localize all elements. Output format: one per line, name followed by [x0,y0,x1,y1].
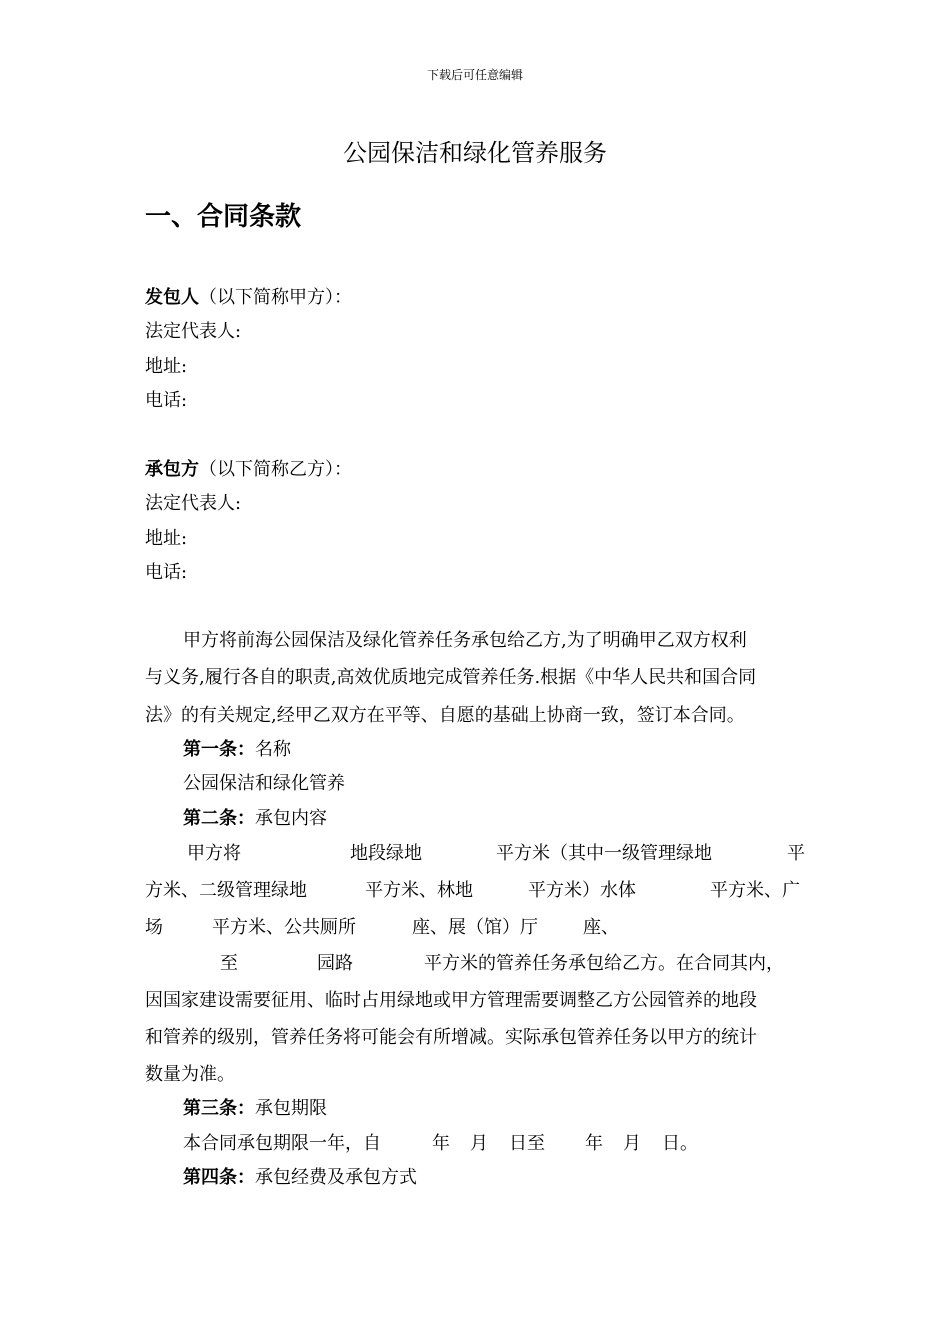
article-2-r1-c: 平方米（其中一级管理绿地 [496,843,712,864]
article-2-r3-a: 场 [145,917,163,938]
article-2-line-6: 和管养的级别，管养任务将可能会有所增减。实际承包管养任务以甲方的统计 [145,1027,757,1048]
party-b-phone: 电话: [145,562,188,583]
article-1-body: 公园保洁和绿化管养 [183,773,345,794]
document-title: 公园保洁和绿化管养服务 [343,139,607,167]
party-a-label [145,286,352,310]
article-1-title: 名称 [255,739,291,760]
party-b-title: 承包方 [145,459,199,480]
intro-line-3: 法》的有关规定,经甲乙双方在平等、自愿的基础上协商一致，签订本合同。 [145,705,745,726]
article-3-label: 第三条 [183,1098,237,1119]
article-1-label: 第一条 [183,739,237,760]
party-a-title: 发包人 [145,287,199,308]
article-3-year-2: 年 [585,1133,603,1154]
article-1-heading [183,738,291,762]
article-3-month-2: 月 [623,1133,641,1154]
party-b-suffix: （以下简称乙方）： [199,459,352,480]
article-2-r3-c: 座、展（馆）厅 [412,917,538,938]
article-4-label: 第四条 [183,1167,237,1188]
article-2-colon: ： [237,808,255,829]
article-2-r4-b: 园路 [317,953,353,974]
article-3-title: 承包期限 [255,1098,327,1119]
article-3-year-1: 年 [432,1133,450,1154]
intro-line-2: 与义务,履行各自的职责,高效优质地完成管养任务.根据《中华人民共和国合同 [145,667,757,688]
intro-line-1: 甲方将前海公园保洁及绿化管养任务承包给乙方,为了明确甲乙双方权利 [183,630,747,651]
party-a-phone: 电话: [145,390,188,411]
article-3-month-1: 月 [470,1133,488,1154]
article-2-r4-c: 平方米的管养任务承包给乙方。在合同其内， [424,953,784,974]
article-2-r2-d: 平方米、广 [710,880,800,901]
party-b-rep: 法定代表人: [145,493,242,514]
header-note: 下载后可任意编辑 [426,68,523,82]
article-3-day-end: 日。 [662,1133,698,1154]
article-2-r3-d: 座、 [583,917,619,938]
section-heading: 一、合同条款 [145,202,302,232]
article-3-colon: ： [237,1098,255,1119]
article-4-colon: ： [237,1167,255,1188]
party-b-address: 地址: [145,528,188,549]
article-2-r2-c: 平方米）水体 [528,880,636,901]
party-b-label [145,458,352,482]
article-1-colon: ： [237,739,255,760]
article-3-heading [183,1097,327,1121]
article-2-r1-a: 甲方将 [187,843,241,864]
article-2-heading [183,807,327,831]
party-a-suffix: （以下简称甲方）： [199,287,352,308]
article-2-label: 第二条 [183,808,237,829]
article-2-r2-a: 方米、二级管理绿地 [145,880,307,901]
article-4-title: 承包经费及承包方式 [255,1167,417,1188]
party-a-address: 地址: [145,356,188,377]
party-a-rep: 法定代表人: [145,321,242,342]
article-2-r4-a: 至 [220,953,238,974]
article-2-title: 承包内容 [255,808,327,829]
article-2-r2-b: 平方米、林地 [365,880,473,901]
article-2-line-7: 数量为准。 [145,1064,235,1085]
article-4-heading [183,1166,417,1190]
article-2-line-5: 因国家建设需要征用、临时占用绿地或甲方管理需要调整乙方公园管养的地段 [145,990,757,1011]
article-3-day-to: 日至 [509,1133,545,1154]
article-2-r3-b: 平方米、公共厕所 [212,917,356,938]
article-2-r1-b: 地段绿地 [350,843,422,864]
article-2-r1-d: 平 [787,843,805,864]
article-3-body-a: 本合同承包期限一年，自 [183,1133,381,1154]
